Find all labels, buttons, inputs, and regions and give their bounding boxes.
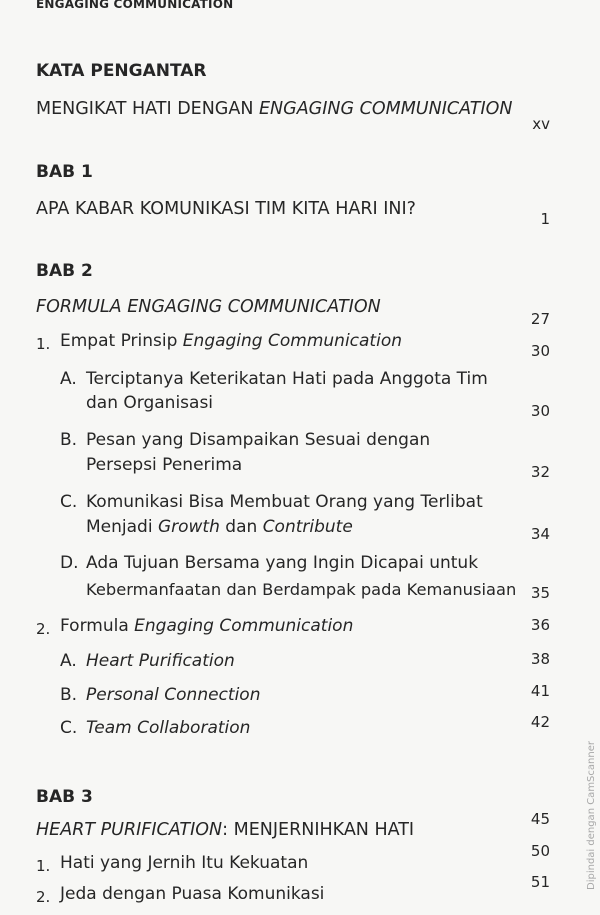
toc-section-hati-jernih: Hati yang Jernih Itu Kekuatan	[60, 853, 309, 873]
toc-item-line2: dan Organisasi	[86, 393, 214, 413]
toc-item-line1: Pesan yang Disampaikan Sesuai dengan	[86, 430, 431, 450]
toc-item-line2: Kebermanfaatan dan Berdampak pada Kemanusiaan	[86, 580, 517, 599]
item-letter: B.	[60, 685, 78, 705]
section-number: 2.	[36, 620, 51, 638]
page-number: 1	[540, 210, 550, 228]
toc-item-line1: Ada Tujuan Bersama yang Ingin Dicapai untuk	[86, 553, 479, 573]
page-number: 30	[530, 402, 550, 420]
page-number: 38	[530, 650, 550, 668]
item-letter: A.	[60, 651, 77, 671]
toc-entry-title-italic: ENGAGING COMMUNICATION	[259, 99, 513, 119]
section-title-italic: Engaging Communication	[134, 616, 354, 636]
section-title: Empat Prinsip	[60, 331, 183, 351]
toc-item-line2	[86, 517, 353, 537]
running-head: ENGAGING COMMUNICATION	[36, 0, 234, 11]
item-letter: A.	[60, 369, 77, 389]
item-letter: D.	[60, 553, 79, 573]
bab2-heading: BAB 2	[36, 261, 93, 281]
section-number: 2.	[36, 888, 51, 906]
toc-entry-kata-pengantar	[36, 99, 513, 119]
toc-section-empat-prinsip	[60, 331, 402, 351]
page-number: 34	[530, 525, 550, 543]
toc-section-jeda: Jeda dengan Puasa Komunikasi	[60, 884, 325, 904]
toc-section-formula	[60, 616, 353, 636]
toc-entry-bab2: FORMULA ENGAGING COMMUNICATION	[36, 297, 381, 317]
toc-item-personal-connection: Personal Connection	[86, 685, 261, 705]
page-number: 35	[530, 584, 550, 602]
toc-item-heart-purification: Heart Purification	[86, 651, 235, 671]
text: dan	[219, 517, 263, 537]
toc-item-team-collaboration: Team Collaboration	[86, 718, 251, 738]
page-number: 42	[530, 713, 550, 731]
page-number: xv	[532, 115, 550, 133]
text-italic: Contribute	[262, 517, 353, 537]
item-letter: C.	[60, 492, 78, 512]
toc-item-line2: Persepsi Penerima	[86, 455, 243, 475]
toc-entry-title: MENGIKAT HATI DENGAN	[36, 99, 259, 119]
toc-item-line1: Komunikasi Bisa Membuat Orang yang Terlibat	[86, 492, 483, 512]
toc-entry-bab1: APA KABAR KOMUNIKASI TIM KITA HARI INI?	[36, 199, 416, 219]
toc-item-line1: Terciptanya Keterikatan Hati pada Anggota Tim	[86, 369, 488, 389]
page-number: 36	[530, 616, 550, 634]
page-number: 27	[530, 310, 550, 328]
section-title-italic: Engaging Communication	[182, 331, 402, 351]
toc-entry-title: : MENJERNIHKAN HATI	[222, 820, 415, 840]
toc-entry-title-italic: HEART PURIFICATION	[36, 820, 223, 840]
page-number: 41	[530, 682, 550, 700]
camscanner-watermark: Dipindai dengan CamScanner	[586, 741, 597, 890]
bab3-heading: BAB 3	[36, 787, 93, 807]
page-number: 32	[530, 463, 550, 481]
section-number: 1.	[36, 335, 51, 353]
page-number: 45	[530, 810, 550, 828]
item-letter: B.	[60, 430, 78, 450]
page-number: 51	[530, 873, 550, 891]
text-italic: Growth	[157, 517, 220, 537]
page-number: 50	[530, 842, 550, 860]
text: Menjadi	[86, 517, 158, 537]
page-number: 30	[530, 342, 550, 360]
toc-entry-bab3	[36, 820, 414, 840]
bab1-heading: BAB 1	[36, 162, 93, 182]
kata-pengantar-heading: KATA PENGANTAR	[36, 61, 207, 81]
section-number: 1.	[36, 857, 51, 875]
section-title: Formula	[60, 616, 135, 636]
item-letter: C.	[60, 718, 78, 738]
